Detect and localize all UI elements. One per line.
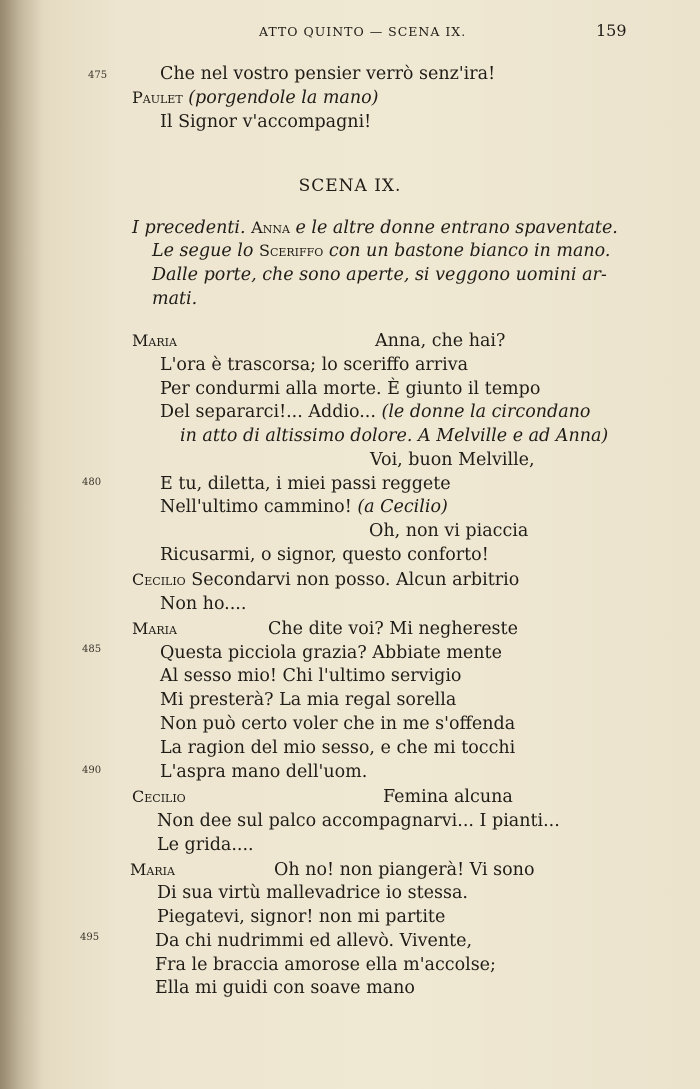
- line-number-490: 490: [82, 765, 102, 776]
- verse-line: Il Signor v'accompagni!: [160, 112, 372, 132]
- verse-line: Che dite voi? Mi neghereste: [268, 619, 518, 639]
- verse-line: Piegatevi, signor! non mi partite: [157, 907, 446, 927]
- stage-direction-line: in atto di altissimo dolore. A Melville e ad Anna): [180, 426, 609, 446]
- verse-line: Oh, non vi piaccia: [369, 521, 529, 541]
- running-title: ATTO QUINTO — SCENA IX.: [259, 24, 467, 39]
- verse-line: Mi presterà? La mia regal sorella: [160, 690, 457, 710]
- verse-line: Del separarci!... Addio... (le donne la circondano: [160, 402, 591, 422]
- verse-line: L'ora è trascorsa; lo sceriffo arriva: [160, 355, 469, 375]
- line-number-475: 475: [88, 70, 108, 81]
- verse-line: L'aspra mano dell'uom.: [160, 762, 368, 782]
- stage-direction: (le donne la circondano: [381, 402, 591, 422]
- stage-direction-line: Dalle porte, che sono aperte, si veggono uomini ar-: [152, 265, 607, 285]
- line-number-495: 495: [80, 932, 100, 943]
- speech-line: Cecilio Secondarvi non posso. Alcun arbitrio: [132, 570, 520, 590]
- stage-direction: (porgendole la mano): [188, 88, 379, 108]
- page-header: [0, 21, 700, 44]
- verse-line: Non può certo voler che in me s'offenda: [160, 714, 516, 734]
- verse-line: La ragion del mio sesso, e che mi tocchi: [160, 738, 516, 758]
- speech-line: [132, 87, 379, 109]
- speaker-name: Maria: [132, 331, 177, 350]
- stage-direction: (a Cecilio): [357, 497, 448, 517]
- verse-line: Anna, che hai?: [375, 331, 506, 351]
- speaker-name: Maria: [130, 860, 175, 879]
- verse-line: Oh no! non piangerà! Vi sono: [274, 860, 535, 880]
- verse-line: Al sesso mio! Chi l'ultimo servigio: [160, 666, 462, 686]
- speaker-name: Paulet: [132, 88, 183, 107]
- verse-line: Questa picciola grazia? Abbiate mente: [160, 643, 502, 663]
- speaker-name: Cecilio: [132, 570, 186, 589]
- verse-line: Da chi nudrimmi ed allevò. Vivente,: [155, 931, 473, 951]
- line-number-485: 485: [82, 644, 102, 655]
- stage-direction-line: I precedenti. Anna e le altre donne entrano spaventate.: [132, 218, 618, 238]
- verse-line: Ella mi guidi con soave mano: [155, 978, 415, 998]
- line-number-480: 480: [82, 477, 102, 488]
- verse-line: Che nel vostro pensier verrò senz'ira!: [160, 64, 496, 84]
- verse-line: Di sua virtù mallevadrice io stessa.: [157, 883, 468, 903]
- stage-direction-line: mati.: [152, 289, 198, 309]
- verse-line: Voi, buon Melville,: [370, 450, 535, 470]
- verse-line: Fra le braccia amorose ella m'accolse;: [155, 955, 496, 975]
- verse-line: Femina alcuna: [383, 787, 513, 807]
- page-gutter-shadow: [0, 0, 42, 1089]
- speaker-name: Maria: [132, 619, 177, 638]
- verse-line: Ricusarmi, o signor, questo conforto!: [160, 545, 489, 565]
- verse-line: Nell'ultimo cammino! (a Cecilio): [160, 497, 448, 517]
- verse-line: Non ho....: [160, 594, 247, 614]
- verse-line: Non dee sul palco accompagnarvi... I pianti...: [157, 811, 560, 831]
- scene-heading: SCENA IX.: [298, 176, 402, 196]
- verse-line: E tu, diletta, i miei passi reggete: [160, 474, 451, 494]
- character-name: Anna: [251, 218, 290, 237]
- character-name: Sceriffo: [258, 241, 324, 260]
- page-number: 159: [596, 21, 627, 40]
- verse-line: Per condurmi alla morte. È giunto il tempo: [160, 379, 541, 399]
- verse-line: Le grida....: [157, 835, 254, 855]
- speaker-name: Cecilio: [132, 787, 186, 806]
- stage-direction-line: Le segue lo Sceriffo con un bastone bianco in mano.: [152, 241, 611, 261]
